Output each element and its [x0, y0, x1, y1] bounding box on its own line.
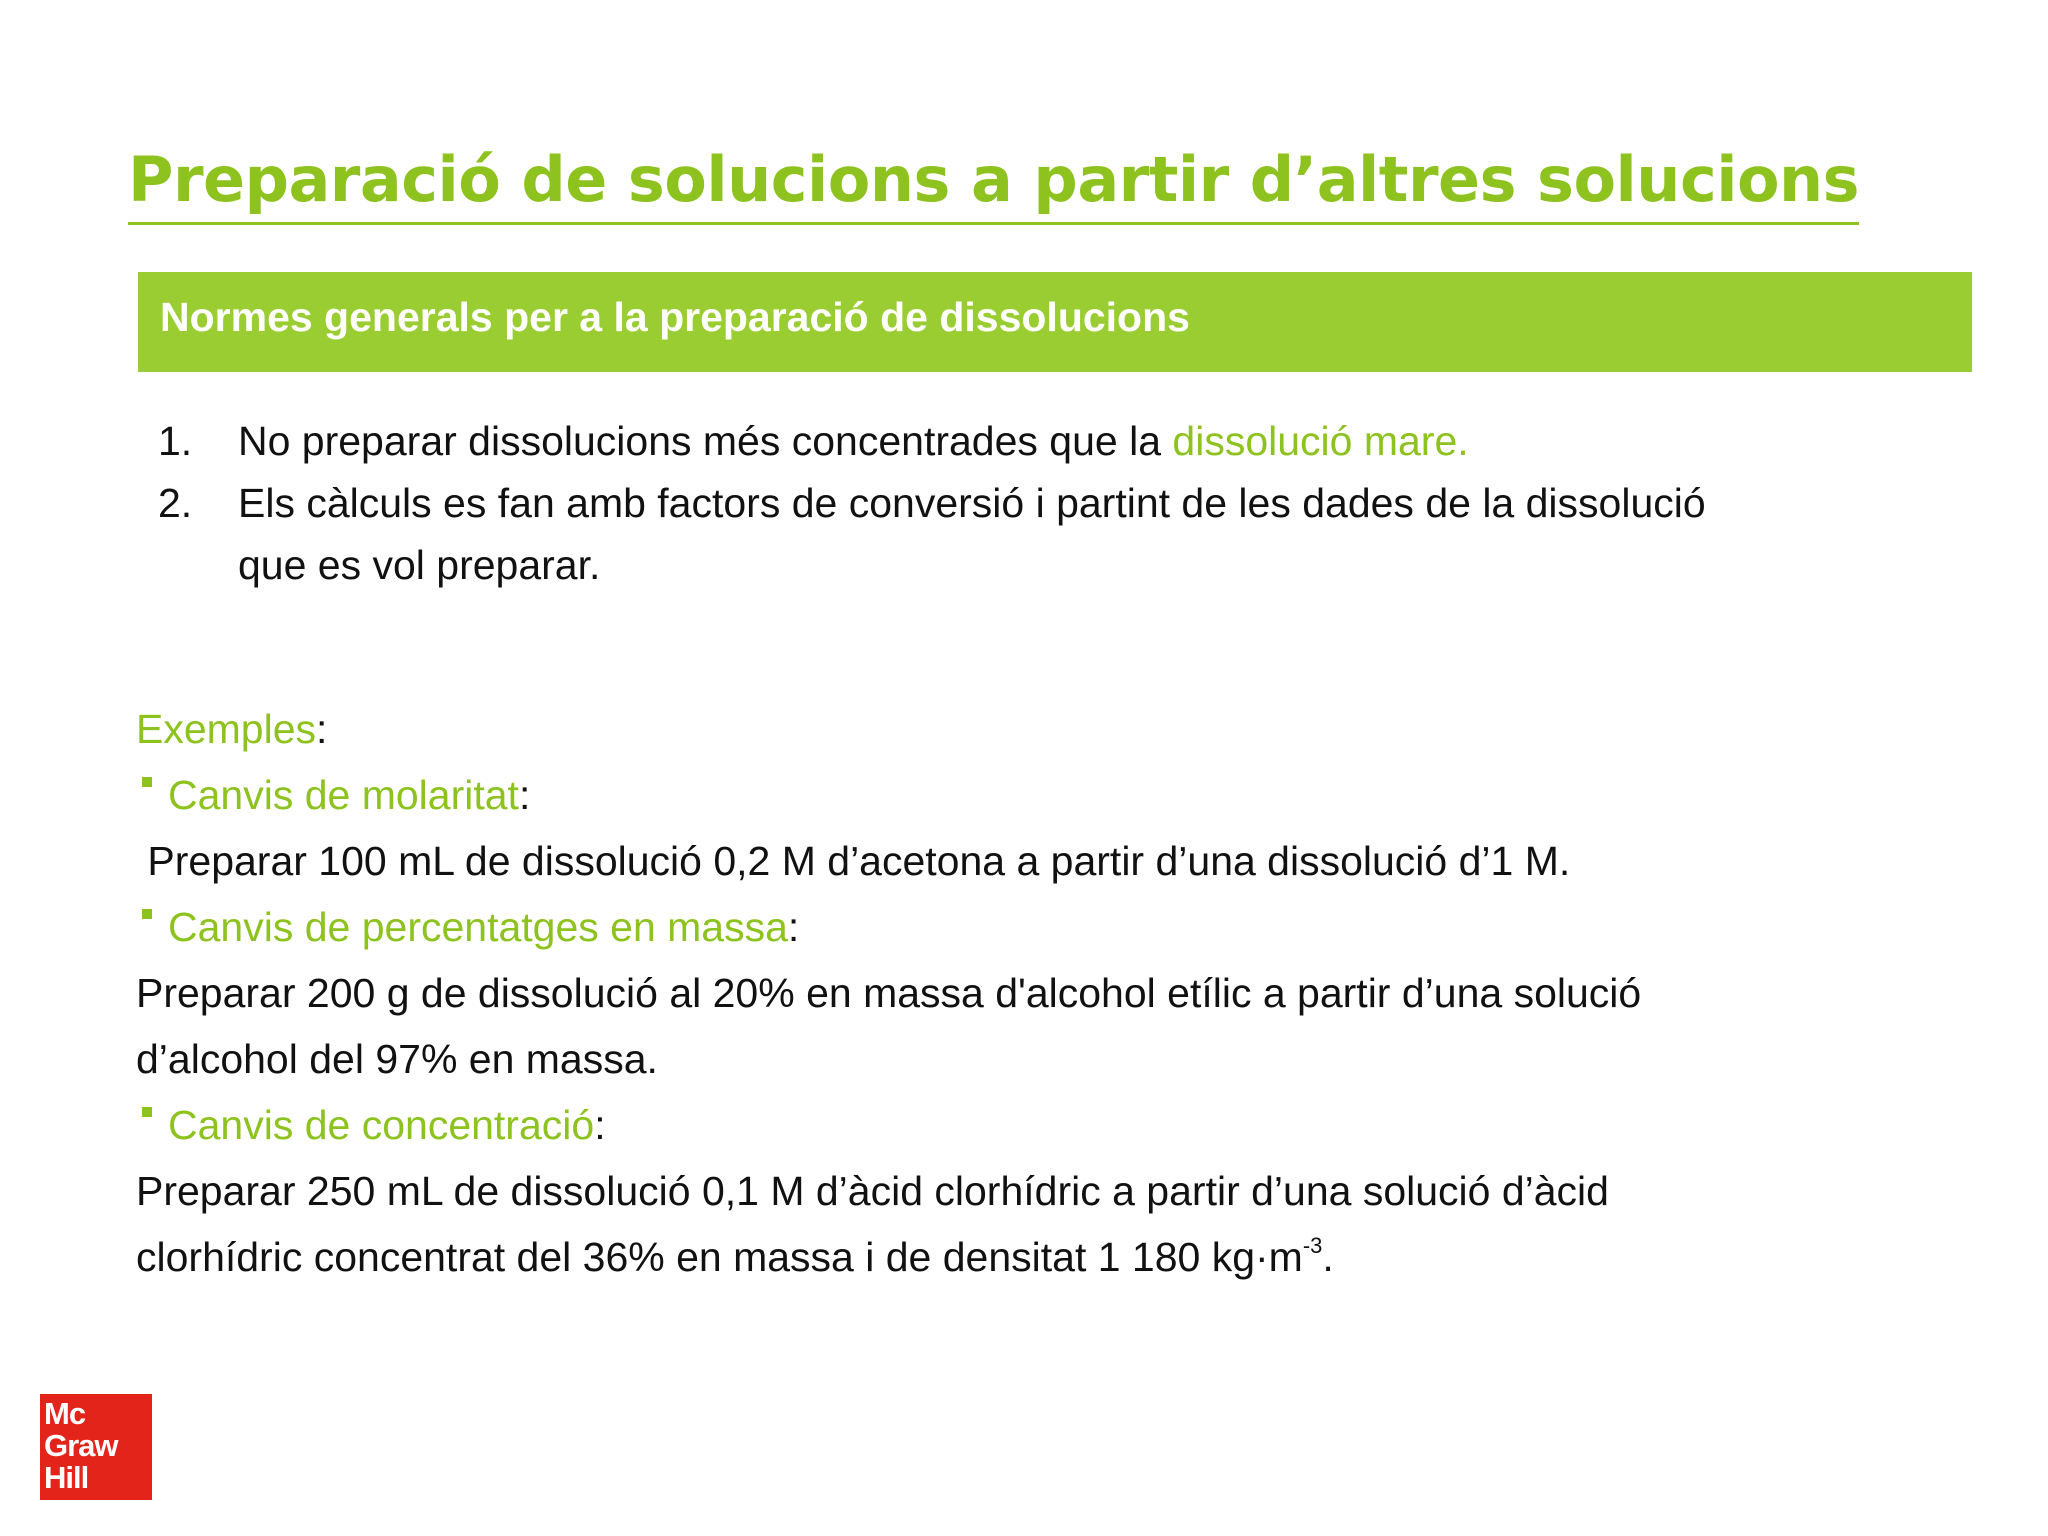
example-item-concentration [136, 1092, 1936, 1158]
slide-title: Preparació de solucions a partir d’altres solucions [128, 140, 1859, 225]
example-text-line: Preparar 100 mL de dissolució 0,2 M d’acetona a partir d’una dissolució d’1 M. [136, 838, 1571, 884]
rule-text-line: que es vol preparar. [238, 542, 601, 588]
example-text-line [136, 1224, 1936, 1290]
rule-text-line: Els càlculs es fan amb factors de conversió i partint de les dades de la dissolució [238, 480, 1706, 526]
example-colon: : [518, 772, 531, 818]
rule-highlight: dissolució mare. [1172, 418, 1469, 464]
example-item-molarity [136, 762, 1936, 828]
rule-text: No preparar dissolucions més concentrades que la [238, 418, 1173, 464]
rule-number: 2. [158, 480, 193, 526]
example-colon: : [594, 1102, 606, 1148]
banner-heading: Normes generals per a la preparació de dissolucions [160, 294, 1190, 340]
examples-heading-label: Exemples [136, 706, 317, 752]
example-label: Canvis de molaritat [168, 772, 519, 818]
section-banner [138, 272, 1972, 372]
bullet-icon [142, 909, 152, 919]
example-item-mass-percent [136, 894, 1936, 960]
example-text-line: Preparar 200 g de dissolució al 20% en massa d'alcohol etílic a partir d’una solució [136, 970, 1642, 1016]
example-text-end: . [1322, 1234, 1334, 1280]
examples-section [136, 696, 1936, 1290]
rule-number: 1. [158, 418, 193, 464]
examples-heading-colon: : [316, 706, 328, 752]
rules-list [158, 410, 1918, 596]
logo-line: Hill [44, 1460, 89, 1495]
example-colon: : [787, 904, 800, 950]
bullet-icon [142, 1107, 152, 1117]
mcgraw-hill-logo [40, 1394, 152, 1500]
logo-line: Graw [44, 1428, 118, 1463]
example-label: Canvis de percentatges en massa [168, 904, 788, 950]
examples-heading [136, 696, 1936, 762]
example-text-line: d’alcohol del 97% en massa. [136, 1036, 658, 1082]
rule-item-1 [158, 410, 1918, 472]
rule-item-2 [158, 472, 1918, 596]
example-text-line: Preparar 250 mL de dissolució 0,1 M d’àcid clorhídric a partir d’una solució d’àcid [136, 1168, 1609, 1214]
bullet-icon [142, 777, 152, 787]
logo-line: Mc [44, 1396, 86, 1431]
example-text-main: clorhídric concentrat del 36% en massa i de densitat 1 180 kg·m [136, 1234, 1303, 1280]
exponent: -3 [1302, 1233, 1323, 1258]
example-label: Canvis de concentració [168, 1102, 595, 1148]
